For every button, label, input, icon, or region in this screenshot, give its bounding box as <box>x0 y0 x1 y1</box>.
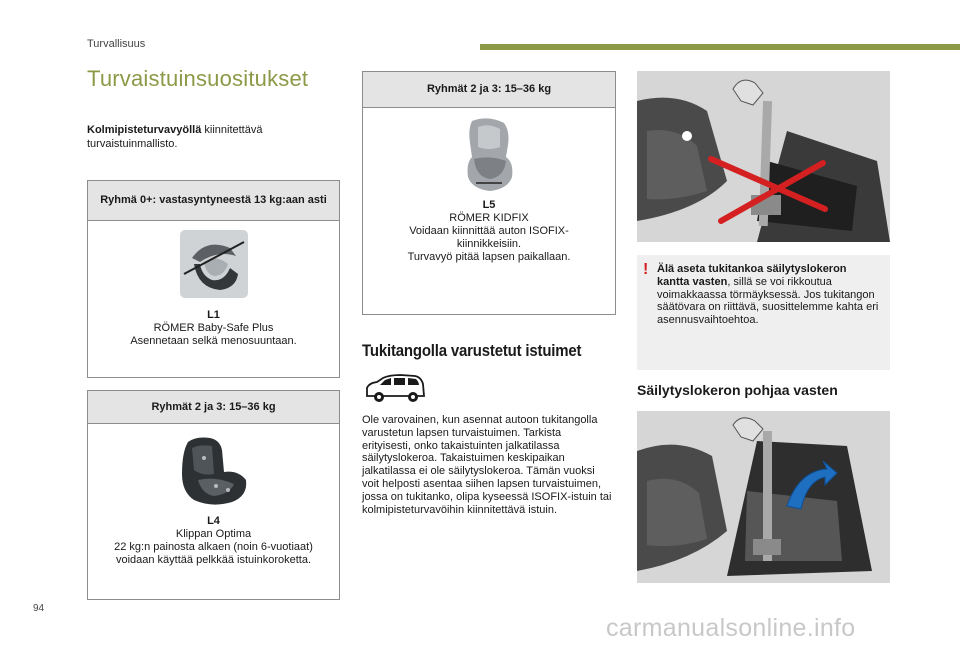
warning-note <box>637 255 890 370</box>
seat-box-l5-name: RÖMER KIDFIX <box>449 212 529 224</box>
section-label: Turvallisuus <box>87 38 146 50</box>
seat-box-l4-code: L4 <box>207 515 220 527</box>
page-number: 94 <box>33 603 45 614</box>
photo-wrong-placement <box>637 71 890 242</box>
seat-box-l5 <box>362 71 616 315</box>
seat-box-l4 <box>87 390 340 600</box>
header-rule <box>480 44 960 50</box>
seat-box-l5-note2: Turvavyö pitää lapsen paikallaan. <box>407 251 571 263</box>
support-leg-text: Ole varovainen, kun asennat autoon tukitangolla varustetun lapsen turvaistuimen. Tarkista erityisesti, onko takaistuinten jalkatilassa säilytyslokeroa. Takaistuimen keskipaikan jalkatilassa ei ole säilytyslokeroa. Tämän vuoksi voit helposti asentaa siihen lapsen turvaistuimen, jossa on tukitanko, olipa kyseessä ISOFIX-istuin tai kolmipisteturvavöihin kiinnitettävä istuin. <box>362 414 612 516</box>
warning-bold: Älä aseta tukitankoa säilytyslokeron kantta vasten <box>657 263 847 288</box>
support-leg-heading: Tukitangolla varustetut istuimet <box>362 341 582 360</box>
seat-box-l1-body <box>88 221 339 348</box>
watermark: carmanualsonline.info <box>606 614 856 642</box>
warning-rest: , sillä se voi rikkoutua voimakkaassa törmäyksessä. Jos tukitangon säätövara on riittävä, suosittelemme kahta eri asennusvaihtoehtoa. <box>657 275 879 327</box>
intro-bold: Kolmipisteturvavyöllä <box>87 124 202 136</box>
infant-carrier-image <box>178 228 250 300</box>
seat-box-l4-note: 22 kg:n painosta alkaen (noin 6-vuotiaat) voidaan käyttää pelkkää istuinkoroketta. <box>114 541 313 566</box>
seat-box-l4-body <box>88 424 339 567</box>
seat-box-l1 <box>87 180 340 378</box>
storage-heading: Säilytyslokeron pohjaa vasten <box>637 382 838 398</box>
photo-storage-floor <box>637 411 890 583</box>
seat-box-l5-note: Voidaan kiinnittää auton ISOFIX-kiinnikkeisiin. <box>409 225 569 250</box>
seat-box-l1-name: RÖMER Baby-Safe Plus <box>153 322 274 334</box>
seat-box-l4-name: Klippan Optima <box>175 528 252 540</box>
seat-box-l5-body <box>363 108 615 264</box>
seat-box-l4-header: Ryhmät 2 ja 3: 15–36 kg <box>88 391 339 424</box>
seat-box-l1-header: Ryhmä 0+: vastasyntyneestä 13 kg:aan asti <box>88 181 339 221</box>
kidfix-seat-image <box>462 117 516 193</box>
seat-box-l5-header: Ryhmät 2 ja 3: 15–36 kg <box>363 72 615 108</box>
seat-box-l1-code: L1 <box>207 309 220 321</box>
intro-rest: kiinnitettävä turvaistuinmallisto. <box>87 124 263 150</box>
warning-mark: ! <box>643 261 649 278</box>
seat-box-l1-note: Asennetaan selkä menosuuntaan. <box>130 335 297 347</box>
seat-box-l5-code: L5 <box>482 199 496 211</box>
intro-text <box>87 123 337 151</box>
page-title: Turvaistuinsuositukset <box>87 66 309 91</box>
car-icon <box>363 374 427 404</box>
booster-seat-image <box>176 434 252 508</box>
